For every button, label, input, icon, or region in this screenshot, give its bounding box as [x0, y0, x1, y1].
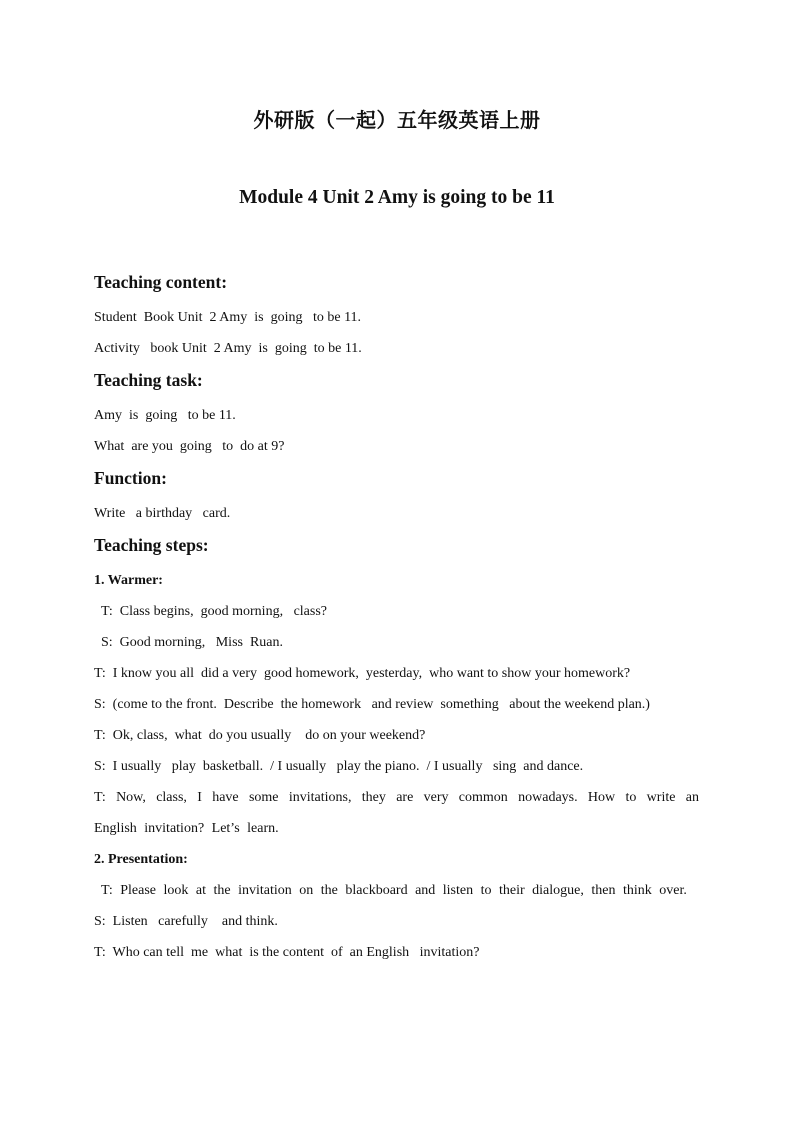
- dialogue-line: S: Good morning, Miss Ruan.: [101, 635, 284, 650]
- task-line: Amy is going to be 11.: [94, 408, 236, 423]
- dialogue-line: T: Now, class, I have some invitations, they are very common nowadays. How to write an English invitation? Let’s learn.: [94, 790, 699, 836]
- dialogue-line: T: Who can tell me what is the content of an English invitation?: [94, 945, 480, 960]
- document-subtitle: Module 4 Unit 2 Amy is going to be 11: [239, 187, 555, 208]
- dialogue-line: S: (come to the front. Describe the homework and review something about the weekend plan.): [94, 697, 650, 712]
- section-heading-function: Function:: [94, 468, 167, 488]
- dialogue-line: T: I know you all did a very good homework, yesterday, who want to show your homework?: [94, 666, 631, 681]
- dialogue-line: T: Please look at the invitation on the blackboard and listen to their dialogue, then think over.: [101, 883, 687, 898]
- section-heading-teaching-content: Teaching content:: [94, 272, 228, 292]
- dialogue-line: T: Ok, class, what do you usually do on your weekend?: [94, 728, 426, 743]
- section-heading-teaching-task: Teaching task:: [94, 370, 203, 390]
- document-title: 外研版（一起）五年级英语上册: [253, 110, 541, 132]
- step-heading-warmer: 1. Warmer:: [94, 573, 163, 588]
- content-line: Activity book Unit 2 Amy is going to be 11.: [94, 341, 362, 356]
- document-body: [94, 270, 699, 968]
- content-line: Student Book Unit 2 Amy is going to be 11.: [94, 310, 362, 325]
- dialogue-line: S: Listen carefully and think.: [94, 914, 278, 929]
- task-line: What are you going to do at 9?: [94, 439, 285, 454]
- dialogue-line: T: Class begins, good morning, class?: [101, 604, 328, 619]
- dialogue-line: S: I usually play basketball. / I usually play the piano. / I usually sing and dance.: [94, 759, 584, 774]
- section-heading-teaching-steps: Teaching steps:: [94, 535, 209, 555]
- step-heading-presentation: 2. Presentation:: [94, 852, 188, 867]
- function-line: Write a birthday card.: [94, 506, 231, 521]
